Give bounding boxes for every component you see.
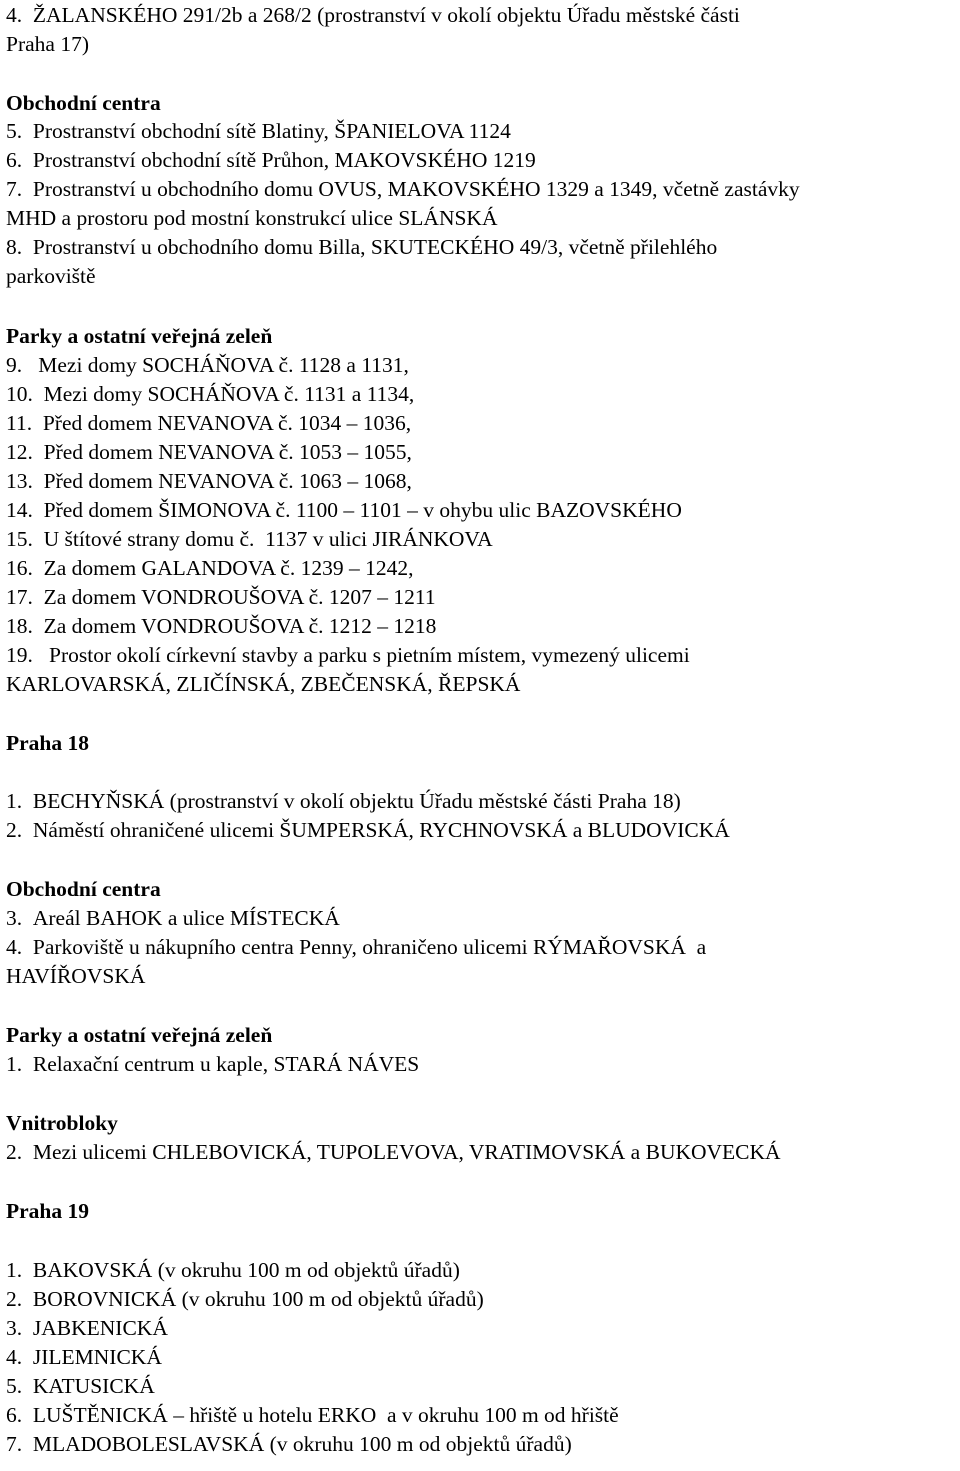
list-item: 5. Prostranství obchodní sítě Blatiny, ŠPANIELOVA 1124 [6,119,511,143]
list-item: 1. Relaxační centrum u kaple, STARÁ NÁVES [6,1052,420,1076]
list-item-continuation: Praha 17) [6,32,89,56]
list-item: 19. Prostor okolí církevní stavby a parku s pietním místem, vymezený ulicemi [6,643,690,667]
list-item: 18. Za domem VONDROUŠOVA č. 1212 – 1218 [6,614,437,638]
list-item-continuation: HAVÍŘOVSKÁ [6,964,146,988]
section-heading: Parky a ostatní veřejná zeleň [6,324,273,348]
list-item: 7. MLADOBOLESLAVSKÁ (v okruhu 100 m od objektů úřadů) [6,1432,572,1456]
list-item: 17. Za domem VONDROUŠOVA č. 1207 – 1211 [6,585,436,609]
section-heading: Obchodní centra [6,877,161,901]
list-item: 16. Za domem GALANDOVA č. 1239 – 1242, [6,556,414,580]
list-item: 3. Areál BAHOK a ulice MÍSTECKÁ [6,906,340,930]
list-item: 13. Před domem NEVANOVA č. 1063 – 1068, [6,469,412,493]
list-item: 12. Před domem NEVANOVA č. 1053 – 1055, [6,440,412,464]
list-item: 6. LUŠTĚNICKÁ – hřiště u hotelu ERKO a v okruhu 100 m od hřiště [6,1403,619,1427]
list-item: 2. Mezi ulicemi CHLEBOVICKÁ, TUPOLEVOVA, VRATIMOVSKÁ a BUKOVECKÁ [6,1140,781,1164]
list-item: 2. Náměstí ohraničené ulicemi ŠUMPERSKÁ, RYCHNOVSKÁ a BLUDOVICKÁ [6,818,730,842]
list-item-continuation: parkoviště [6,264,96,288]
section-heading: Obchodní centra [6,91,161,115]
list-item: 2. BOROVNICKÁ (v okruhu 100 m od objektů úřadů) [6,1287,484,1311]
list-item: 8. Prostranství u obchodního domu Billa, SKUTECKÉHO 49/3, včetně přilehlého [6,235,718,259]
list-item: 4. ŽALANSKÉHO 291/2b a 268/2 (prostranství v okolí objektu Úřadu městské části [6,3,740,27]
list-item: 14. Před domem ŠIMONOVA č. 1100 – 1101 – v ohybu ulic BAZOVSKÉHO [6,498,682,522]
list-item: 5. KATUSICKÁ [6,1374,155,1398]
list-item: 6. Prostranství obchodní sítě Průhon, MAKOVSKÉHO 1219 [6,148,536,172]
list-item-continuation: MHD a prostoru pod mostní konstrukcí ulice SLÁNSKÁ [6,206,498,230]
list-item: 7. Prostranství u obchodního domu OVUS, MAKOVSKÉHO 1329 a 1349, včetně zastávky [6,177,800,201]
list-item: 1. BECHYŇSKÁ (prostranství v okolí objektu Úřadu městské části Praha 18) [6,789,681,813]
list-item: 3. JABKENICKÁ [6,1316,168,1340]
list-item: 9. Mezi domy SOCHÁŇOVA č. 1128 a 1131, [6,353,409,377]
list-item: 10. Mezi domy SOCHÁŇOVA č. 1131 a 1134, [6,382,415,406]
section-heading: Vnitrobloky [6,1111,118,1135]
section-heading: Praha 19 [6,1199,90,1223]
section-heading: Praha 18 [6,731,90,755]
list-item: 4. Parkoviště u nákupního centra Penny, ohraničeno ulicemi RÝMAŘOVSKÁ a [6,935,707,959]
list-item: 15. U štítové strany domu č. 1137 v ulici JIRÁNKOVA [6,527,493,551]
list-item: 1. BAKOVSKÁ (v okruhu 100 m od objektů úřadů) [6,1258,460,1282]
section-heading: Parky a ostatní veřejná zeleň [6,1023,273,1047]
list-item: 4. JILEMNICKÁ [6,1345,162,1369]
list-item: 11. Před domem NEVANOVA č. 1034 – 1036, [6,411,412,435]
list-item-continuation: KARLOVARSKÁ, ZLIČÍNSKÁ, ZBEČENSKÁ, ŘEPSKÁ [6,672,521,696]
